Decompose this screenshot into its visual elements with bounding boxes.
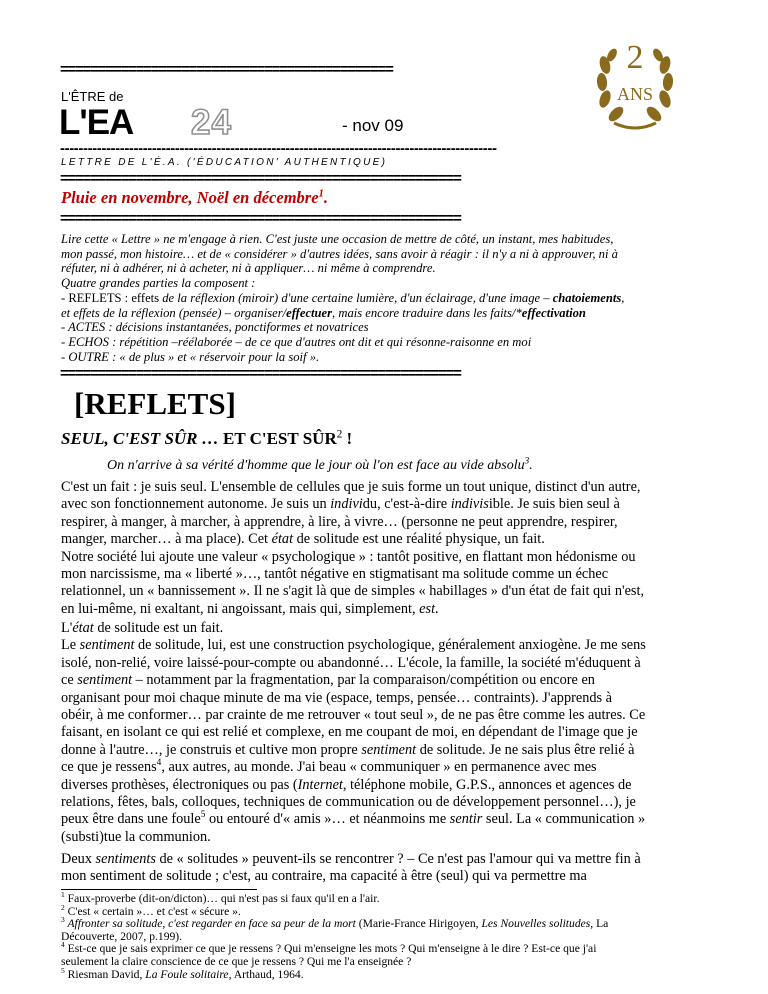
footnote-ref-1: 1 <box>318 187 324 200</box>
issue-number: 24 <box>191 103 232 142</box>
motto <box>61 188 328 208</box>
issue-date: - nov 09 <box>342 116 404 135</box>
anniversary-badge <box>592 35 678 135</box>
top-separator: ============================================ <box>60 62 393 78</box>
badge-label: ANS <box>616 84 653 104</box>
footnote-3-cont: Découverte, 2007, p.199). <box>61 929 183 943</box>
footnote-4-cont: seulement la claire conscience de ce que je ressens ? Qui me l'a enseignée ? <box>61 954 412 968</box>
intro-line: Quatre grandes parties la composent : <box>61 276 256 291</box>
paragraph-3: Deux sentiments de « solitudes » peuvent-ils se rencontrer ? – Ce n'est pas l'amour qui va mettre fin à mon sentiment de solitude ; c'est, au contraire, ma capacité à être (seul) qui va permettre ma <box>61 851 641 885</box>
epigraph: On n'arrive à sa vérité d'homme que le jour où l'on est face au vide absolu$^3$. <box>107 455 533 473</box>
newsletter-subtitle: LETTRE DE L'É.A. ('ÉDUCATION' AUTHENTIQUE) <box>61 157 388 168</box>
logo-text: L'EA <box>59 103 134 142</box>
motto-text: Pluie en novembre, Noël en décembre <box>61 188 319 207</box>
header-kicker: L'ÊTRE de <box>61 89 124 104</box>
footnote-divider <box>61 889 257 890</box>
intro-line: réfuter, ni à adhérer, ni à acheter, ni à appliquer… ni même à comprendre. <box>61 261 436 276</box>
separator-3: ===================================================== <box>60 366 461 382</box>
separator-1: ===================================================== <box>60 171 461 187</box>
motto-end: . <box>323 188 329 207</box>
paragraph-1: C'est un fait : je suis seul. L'ensemble de cellules que je suis forme un tout unique, distinct d'un autre, avec son fonctionnement autonome. Je suis un individu, c'est-à-dire indivisible. Je suis bien seul à respirer, à manger, à marcher, à apprendre, à lire, à vivre… (personne ne peut apprendre, respirer, manger, marcher… à ma place). Cet état de solitude est une réalité physique, un fait. Notre société lui ajoute une valeur « psychologique » : tantôt positive, en flattant mon hédonisme ou mon narcissisme, ma « liberté »…, tantôt négative en stigmatisant ma solitude comme un échec relationnel, un « bannissement ». Il ne s'agit là que de simples « habillages » d'un état de fait qui n'est, en lui-même, ni exaltant, ni angoissant, mais qui, simplement, est. <box>61 479 645 617</box>
intro-reflets: - REFLETS : effets de la réflexion (miroir) d'une certaine lumière, d'un éclairage, d'une image – chatoiements, <box>61 290 625 305</box>
intro-echos: - ECHOS : répétition –réélaborée – de ce que d'autres ont dit et qui résonne-raisonne en moi <box>61 334 532 349</box>
article-heading: SEUL, C'EST SÛR … ET C'EST SÛR$^2$ ! <box>61 428 353 448</box>
footnote-ref-3: 3 <box>524 455 530 466</box>
intro-block <box>61 232 711 364</box>
footnotes <box>61 890 721 981</box>
footnote-ref-4: 4 <box>156 758 162 769</box>
intro-actes: - ACTES : décisions instantanées, ponctiformes et novatrices <box>61 320 369 335</box>
badge-number: 2 <box>626 39 644 76</box>
intro-line: mon passé, mon histoire… et de « considérer » d'autres idées, sans avoir à réagir : il n'y a ni à approuver, ni à <box>61 246 618 261</box>
intro-outre: - OUTRE : « de plus » et « réservoir pour la soif ». <box>61 349 320 364</box>
dash-separator: ----------------------------------------------------------------------------------------------- <box>60 142 497 156</box>
intro-reflets-2: et effets de la réflexion (pensée) – organiser/effectuer, mais encore traduire dans les faits/*effectivation <box>61 305 586 320</box>
section-title: [REFLETS] <box>74 386 236 421</box>
footnote-1: $^1$ Faux-proverbe (dit-on/dicton)… qui n'est pas si faux qu'il en a l'air. <box>61 890 380 905</box>
footnote-2: $^2$ C'est « certain »… et c'est « sécure ». <box>61 902 241 918</box>
footnote-3: $^3$ Affronter sa solitude, c'est regarder en face sa peur de la mort (Marie-France Hirigoyen, Les Nouvelles solitudes, La <box>61 915 609 931</box>
intro-line: Lire cette « Lettre » ne m'engage à rien. C'est juste une occasion de mettre de côté, un instant, mes habitudes, <box>61 232 614 246</box>
footnote-5: $^5$ Riesman David, La Foule solitaire, Arthaud, 1964. <box>61 965 304 981</box>
paragraph-2: L'état de solitude est un fait. Le sentiment de solitude, lui, est une construction psychologique, généralement anxiogène. Je me sens isolé, non-relié, voire laissé-pour-compte ou abandonné… L'école, la famille, la société m'éduquent à ce sentiment – notamment par la fragmentation, par la comparaison/compétition ou encore en organisant pour moi chaque minute de ma vie (espace, temps, pensée… contraints). J'apprends à obéir, à me conformer… par crainte de me retrouver « tout seul », de ne pas être comme les autres. Ce faisant, en isolant ce qui est relié et complexe, en me coupant de moi, en dépendant de l'image que je donne à l'autre…, je construis et cultive mon propre sentiment de solitude. Je ne sais plus être relié à ce que je ressens$^4$, aux autres, au monde. J'ai beau « communiquer » en permanence avec mes diverses prothèses, électroniques ou pas (Internet, téléphone mobile, G.P.S., annonces et agences de relations, fêtes, bals, colloques, techniques de communication ou de développement personnel…), je peux être dans une foule$^5$ ou entouré d'« amis »… et néanmoins me sentir seul. La « communication » (substi)tue la communion. <box>61 620 646 845</box>
footnote-4: $^4$ Est-ce que je sais exprimer ce que je ressens ? Qui m'enseigne les mots ? Qui m'enseigne à le dire ? Est-ce que j'ai <box>61 940 597 956</box>
footnote-ref-5: 5 <box>200 810 206 821</box>
separator-2: ===================================================== <box>60 211 461 227</box>
